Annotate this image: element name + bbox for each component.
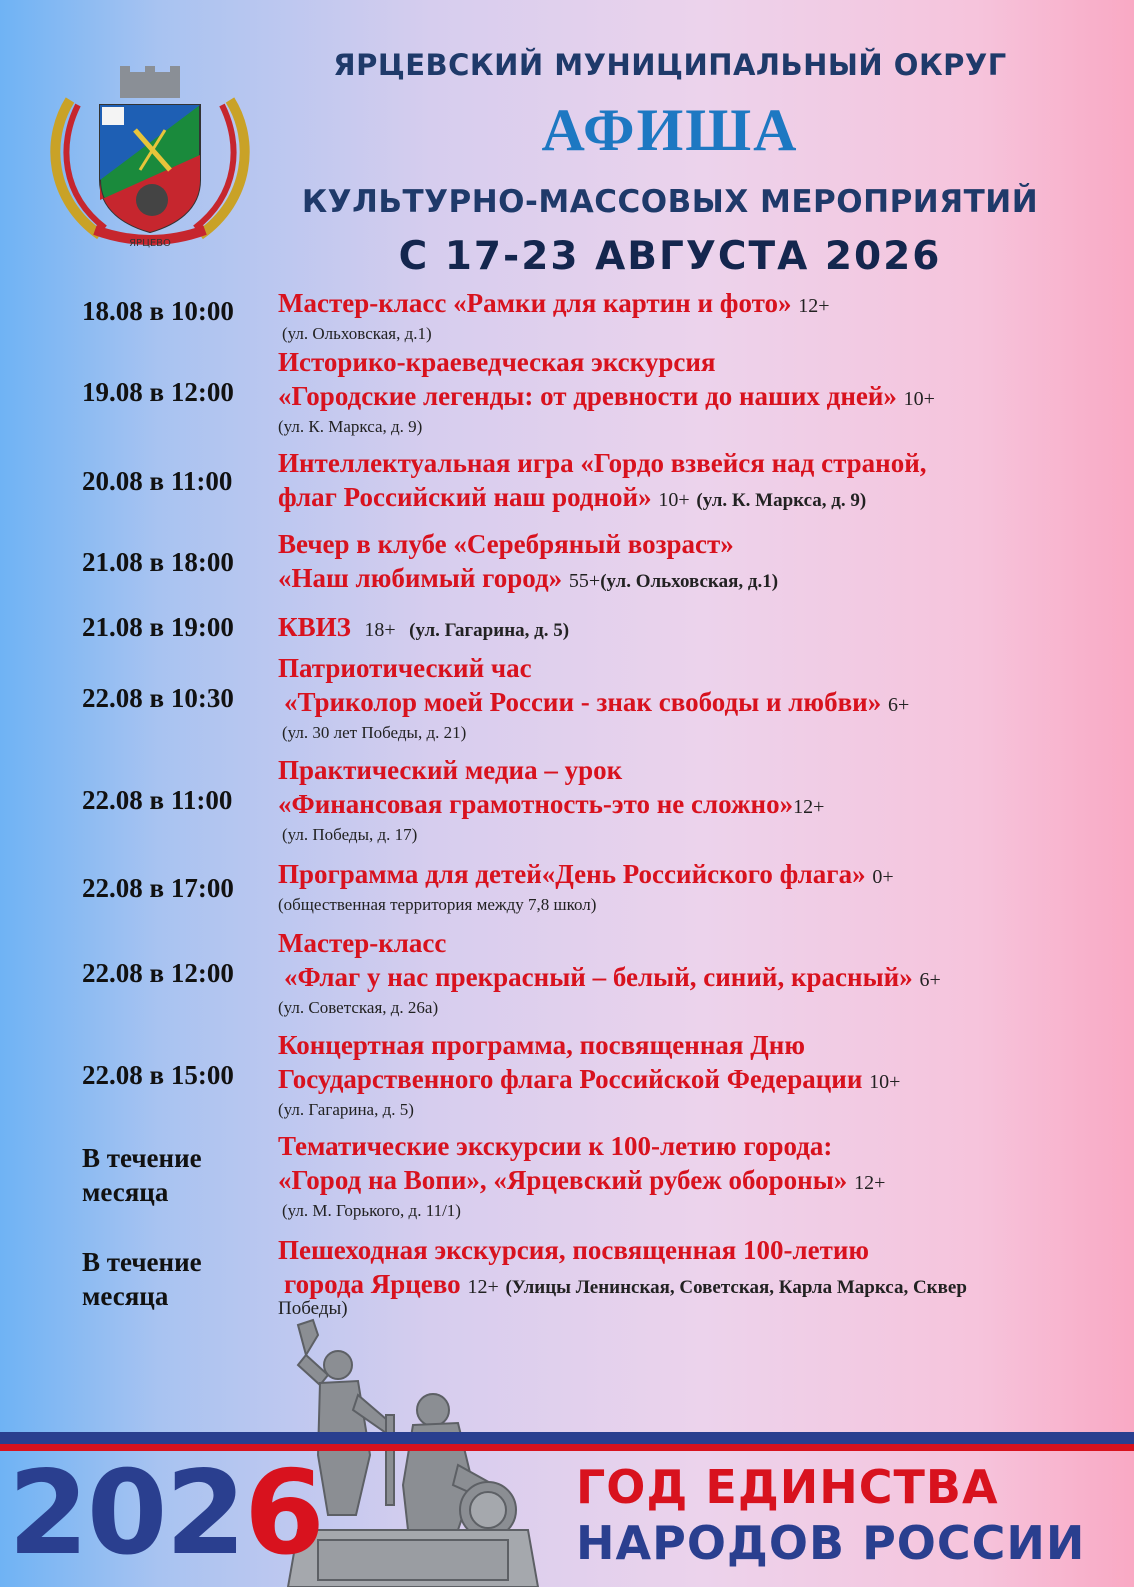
event-title-line1: Тематические экскурсии к 100-летию города:	[278, 1131, 833, 1161]
event-address-cont: Победы)	[278, 1298, 348, 1319]
event-date: 18.08 в 10:00	[82, 296, 234, 326]
event-date: 20.08 в 11:00	[82, 466, 233, 496]
event-title-line2: «Город на Вопи», «Ярцевский рубеж обороны» 12+	[278, 1165, 886, 1195]
emblem-caption: ЯРЦЕВО	[129, 238, 171, 249]
age-rating: 10+	[658, 489, 690, 511]
event-date: В течение месяца	[82, 1143, 202, 1207]
event-title-line1: Мастер-класс	[278, 928, 447, 958]
event-address: (ул. Ольховская, д.1)	[600, 571, 779, 592]
event-title: КВИЗ 18+ (ул. Гагарина, д. 5)	[278, 612, 570, 642]
event-title-line2: флаг Российский наш родной» 10+ (ул. К. Маркса, д. 9)	[278, 482, 867, 512]
event-title-line2: Государственного флага Российской Федерации 10+	[278, 1064, 901, 1094]
event-address: (ул. Ольховская, д.1)	[282, 324, 432, 343]
region-heading: ЯРЦЕВСКИЙ МУНИЦИПАЛЬНЫЙ ОКРУГ	[333, 48, 1007, 82]
event-date: В течение месяца	[82, 1247, 202, 1311]
event-title-line1: Концертная программа, посвященная Дню	[278, 1030, 806, 1060]
date-range: С 17-23 АВГУСТА 2026	[398, 234, 942, 279]
event-title-line1: Пешеходная экскурсия, посвященная 100-летию	[278, 1235, 870, 1265]
event-title-line2: «Финансовая грамотность-это не сложно»12+	[278, 789, 825, 819]
event-date: 22.08 в 10:30	[82, 683, 234, 713]
coat-of-arms-emblem	[40, 60, 260, 250]
event-date: 22.08 в 11:00	[82, 785, 233, 815]
footer-line2: НАРОДОВ РОССИИ	[576, 1516, 1086, 1570]
event-address: (ул. К. Маркса, д. 9)	[696, 490, 867, 511]
event-address: (общественная территория между 7,8 школ)	[278, 895, 597, 914]
event-address: (Улицы Ленинская, Советская, Карла Маркса, Сквер	[505, 1277, 967, 1298]
event-title-line1: Интеллектуальная игра «Гордо взвейся над страной,	[278, 448, 927, 478]
age-rating: 0+	[872, 866, 894, 888]
event-title-line2: города Ярцево 12+ (Улицы Ленинская, Советская, Карла Маркса, Сквер	[284, 1269, 967, 1299]
age-rating: 6+	[887, 694, 910, 716]
age-rating: 6+	[919, 969, 941, 991]
event-title-line2: «Триколор моей России - знак свободы и любви» 6+	[284, 687, 910, 717]
footer-band-blue	[0, 1432, 1134, 1444]
poster-subtitle: КУЛЬТУРНО-МАССОВЫХ МЕРОПРИЯТИЙ	[301, 184, 1039, 220]
event-title-line2: «Городские легенды: от древности до наших дней» 10+	[278, 381, 935, 411]
age-rating: 10+	[869, 1071, 901, 1093]
event-address: (ул. Гагарина, д. 5)	[278, 1100, 414, 1119]
event-date: 21.08 в 19:00	[82, 612, 234, 642]
event-title-line2: «Флаг у нас прекрасный – белый, синий, красный» 6+	[284, 962, 941, 992]
age-rating: 12+	[798, 295, 830, 317]
event-title-line1: Историко-краеведческая экскурсия	[278, 347, 716, 377]
age-rating: 12+	[793, 796, 825, 818]
event-title-line1: Практический медиа – урок	[278, 755, 623, 785]
event-address: (ул. К. Маркса, д. 9)	[278, 417, 423, 436]
event-title: Мастер-класс «Рамки для картин и фото» 12+	[278, 288, 830, 318]
age-rating: 12+	[467, 1276, 499, 1298]
footer-line1: ГОД ЕДИНСТВА	[576, 1460, 999, 1514]
event-date: 22.08 в 15:00	[82, 1060, 234, 1090]
event-title-line1: Вечер в клубе «Серебряный возраст»	[278, 529, 734, 559]
event-date: 21.08 в 18:00	[82, 547, 234, 577]
event-address: (ул. Советская, д. 26а)	[278, 998, 439, 1017]
event-date: 22.08 в 17:00	[82, 873, 234, 903]
poster-title: АФИША	[541, 97, 799, 163]
event-date: 19.08 в 12:00	[82, 377, 234, 407]
footer-year: 2026	[8, 1446, 323, 1581]
event-title-line1: Патриотический час	[278, 653, 532, 683]
event-title-line2: «Наш любимый город» 55+(ул. Ольховская, д.1)	[278, 563, 779, 593]
event-title: Программа для детей«День Российского флага» 0+	[278, 859, 894, 889]
event-date: 22.08 в 12:00	[82, 958, 234, 988]
age-rating: 55+	[568, 570, 601, 592]
event-address: (ул. 30 лет Победы, д. 21)	[282, 723, 467, 742]
age-rating: 12+	[854, 1172, 886, 1194]
event-address: (ул. М. Горького, д. 11/1)	[282, 1201, 461, 1220]
age-rating: 18+	[364, 619, 396, 641]
age-rating: 10+	[903, 388, 935, 410]
event-address: (ул. Гагарина, д. 5)	[409, 620, 570, 641]
event-address: (ул. Победы, д. 17)	[282, 825, 418, 844]
